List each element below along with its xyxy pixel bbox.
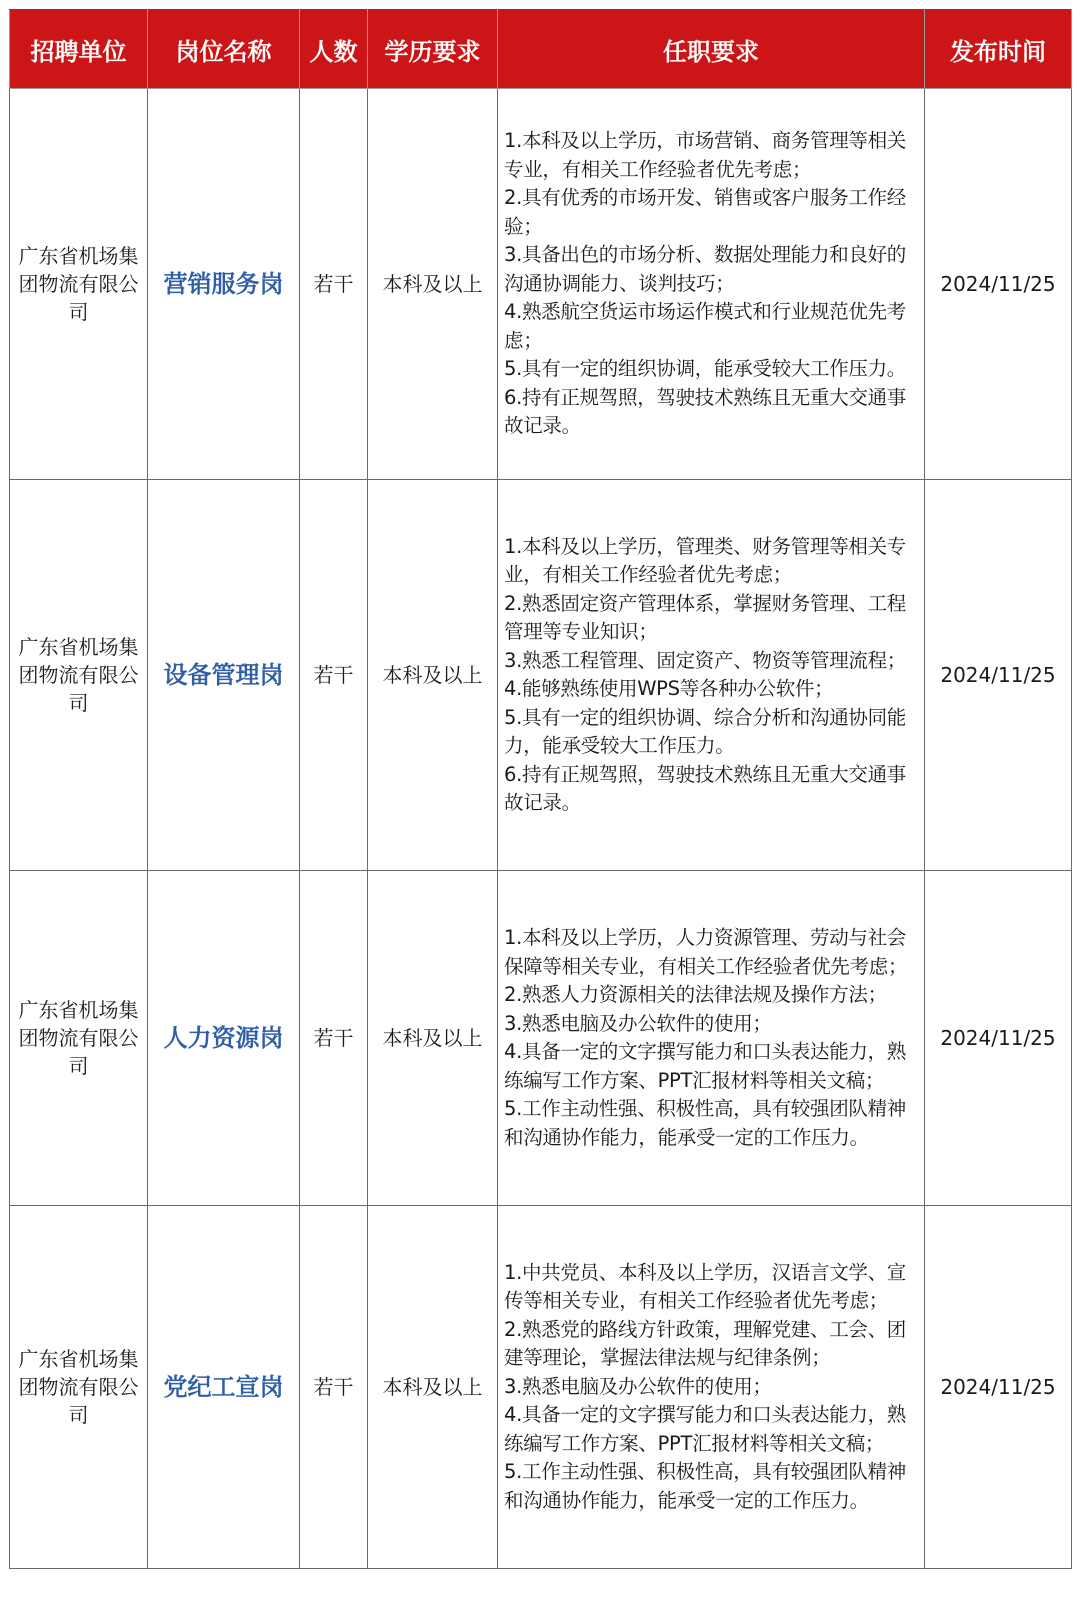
requirement-line: 5.工作主动性强、积极性高，具有较强团队精神和沟通协作能力，能承受一定的工作压力。	[504, 1460, 907, 1512]
cell-date: 2024/11/25	[925, 89, 1072, 480]
requirement-line: 2.熟悉党的路线方针政策，理解党建、工会、团建等理论，掌握法律法规与纪律条例；	[504, 1317, 907, 1370]
requirement-line: 3.熟悉电脑及办公软件的使用；	[504, 1374, 772, 1398]
requirement-line: 5.工作主动性强、积极性高，具有较强团队精神和沟通协作能力，能承受一定的工作压力。	[504, 1097, 907, 1149]
requirement-line: 4.熟悉航空货运市场运作模式和行业规范优先考虑；	[504, 300, 907, 352]
requirement-line: 5.具有一定的组织协调、综合分析和沟通协同能力，能承受较大工作压力。	[504, 705, 907, 757]
cell-education: 本科及以上	[368, 480, 498, 871]
requirement-line: 4.具备一定的文字撰写能力和口头表达能力，熟练编写工作方案、PPT汇报材料等相关文稿；	[504, 1403, 907, 1455]
requirement-line: 1.本科及以上学历，市场营销、商务管理等相关专业，有相关工作经验者优先考虑；	[504, 129, 907, 181]
requirement-line: 6.持有正规驾照，驾驶技术熟练且无重大交通事故记录。	[504, 385, 907, 438]
requirement-line: 5.具有一定的组织协调，能承受较大工作压力。	[504, 357, 907, 381]
requirement-line: 4.能够熟练使用WPS等各种办公软件；	[504, 677, 834, 700]
cell-unit: 广东省机场集团物流有限公司	[10, 871, 148, 1206]
cell-requirements	[498, 480, 925, 871]
header-date: 发布时间	[925, 10, 1072, 89]
cell-unit: 广东省机场集团物流有限公司	[10, 89, 148, 480]
cell-post: 人力资源岗	[148, 871, 300, 1206]
header-requirements: 任职要求	[498, 10, 925, 89]
cell-count: 若干	[300, 89, 368, 480]
cell-education: 本科及以上	[368, 871, 498, 1206]
cell-date: 2024/11/25	[925, 1206, 1072, 1569]
cell-date: 2024/11/25	[925, 480, 1072, 871]
header-post: 岗位名称	[148, 10, 300, 89]
requirement-line: 3.熟悉工程管理、固定资产、物资等管理流程；	[504, 648, 907, 672]
header-education: 学历要求	[368, 10, 498, 89]
requirement-line: 2.熟悉人力资源相关的法律法规及操作方法；	[504, 983, 887, 1006]
header-unit: 招聘单位	[10, 10, 148, 89]
table-row	[10, 1206, 1072, 1569]
table-row	[10, 89, 1072, 480]
cell-post: 设备管理岗	[148, 480, 300, 871]
cell-count: 若干	[300, 871, 368, 1206]
cell-count: 若干	[300, 1206, 368, 1569]
requirement-line: 6.持有正规驾照，驾驶技术熟练且无重大交通事故记录。	[504, 762, 907, 814]
cell-post: 营销服务岗	[148, 89, 300, 480]
requirement-line: 4.具备一定的文字撰写能力和口头表达能力，熟练编写工作方案、PPT汇报材料等相关文稿；	[504, 1040, 907, 1092]
header-count: 人数	[300, 10, 368, 89]
requirement-line: 2.熟悉固定资产管理体系，掌握财务管理、工程管理等专业知识；	[504, 591, 907, 643]
cell-post: 党纪工宣岗	[148, 1206, 300, 1569]
cell-count: 若干	[300, 480, 368, 871]
requirement-line: 1.本科及以上学历，管理类、财务管理等相关专业，有相关工作经验者优先考虑；	[504, 534, 907, 586]
cell-unit: 广东省机场集团物流有限公司	[10, 1206, 148, 1569]
cell-requirements	[498, 1206, 925, 1569]
cell-date: 2024/11/25	[925, 871, 1072, 1206]
cell-unit: 广东省机场集团物流有限公司	[10, 480, 148, 871]
requirement-line: 1.本科及以上学历，人力资源管理、劳动与社会保障等相关专业，有相关工作经验者优先考虑；	[504, 926, 908, 978]
requirement-line: 1.中共党员、本科及以上学历，汉语言文学、宣传等相关专业，有相关工作经验者优先考虑；	[504, 1260, 907, 1313]
requirement-line: 3.具备出色的市场分析、数据处理能力和良好的沟通协调能力、谈判技巧；	[504, 243, 907, 295]
cell-education: 本科及以上	[368, 89, 498, 480]
cell-requirements	[498, 871, 925, 1206]
cell-requirements	[498, 89, 925, 480]
recruitment-table	[9, 9, 1072, 1569]
recruitment-table-wrapper	[9, 9, 1071, 1569]
cell-education: 本科及以上	[368, 1206, 498, 1569]
table-header-row	[10, 10, 1072, 89]
table-row	[10, 480, 1072, 871]
requirement-line: 2.具有优秀的市场开发、销售或客户服务工作经验；	[504, 186, 907, 238]
requirement-line: 3.熟悉电脑及办公软件的使用；	[504, 1011, 772, 1035]
table-row	[10, 871, 1072, 1206]
